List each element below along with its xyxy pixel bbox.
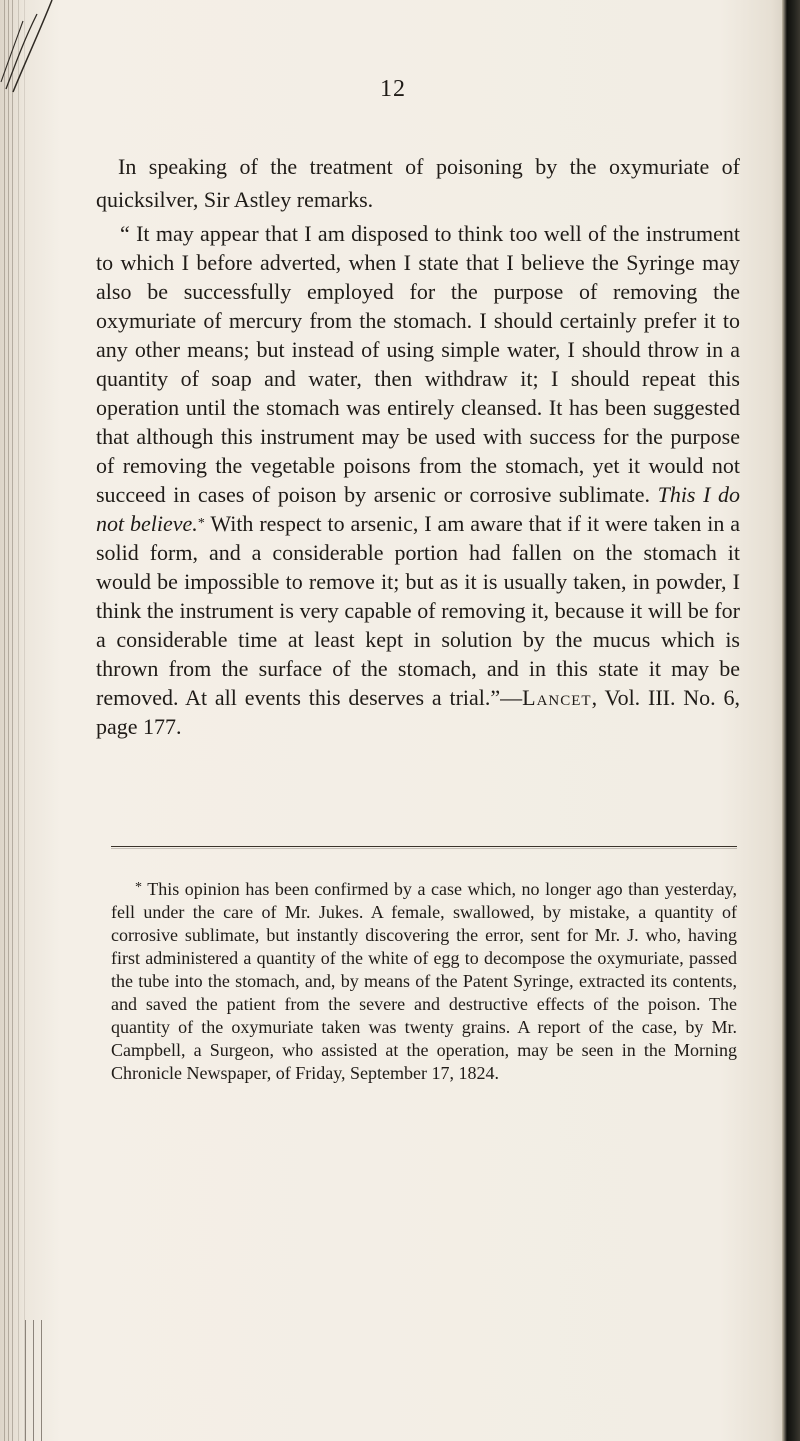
quoted-paragraph xyxy=(96,219,740,741)
footnote-marker: * xyxy=(197,516,205,531)
citation-rest: , Vol. III. No. 6, page 177. xyxy=(96,685,740,739)
italic-statement: This I do not believe. xyxy=(96,482,740,536)
intro-paragraph: In speaking of the treatment of poisoning by the oxymuriate of quicksilver, Sir Astley remarks. xyxy=(96,154,740,212)
gutter-lines xyxy=(0,0,40,1441)
page-corner-curve xyxy=(0,0,70,110)
citation-source: Lancet xyxy=(522,685,592,710)
quote-part-1: “ It may appear that I am disposed to think too well of the instrument to which I before adverted, when I state that I believe the Syringe may also be successfully employed for the purpose of removing the oxymuriate of mercury from the stomach. I should certainly prefer it to any other means; but instead of using simple water, I should throw in a quantity of soap and water, then withdraw it; I should repeat this operation until the stomach was entirely cleansed. It has been suggested that although this instrument may be used with success for the purpose of removing the vegetable poisons from the stomach, yet it would not succeed in cases of poison by arsenic or corrosive sublimate. xyxy=(96,221,740,507)
quote-part-2: With respect to arsenic, I am aware that if it were taken in a solid form, and a considerable portion had fallen on the stomach it would be impossible to remove it; but as it is usually taken, in powder, I think the instrument is very capable of removing it, because it will be for a considerable time at least kept in solution by the mucus which is thrown from the surface of the stomach, and in this state it may be removed. At all events this deserves a trial.”— xyxy=(96,511,741,710)
footnote-marker-note: * xyxy=(135,880,142,895)
footnote-text: This opinion has been confirmed by a case which, no longer ago than yesterday, fell under the care of Mr. Jukes. A female, swallowed, by mistake, a quantity of corrosive sublimate, but instantly discovering the error, sent for Mr. J. who, having first administered a quantity of the white of egg to decompose the oxymuriate, passed the tube into the stomach, and, by means of the Patent Syringe, extracted its contents, and saved the patient from the severe and destructive effects of the poison. The quantity of the oxymuriate taken was twenty grains. A report of the case, by Mr. Campbell, a Surgeon, who assisted at the operation, may be seen in the Morning Chronicle Newspaper, of Friday, September 17, 1824. xyxy=(111,879,737,1083)
bottom-gutter-lines xyxy=(25,1320,57,1441)
book-spine-edge xyxy=(782,0,800,1441)
page-number: 12 xyxy=(380,76,406,102)
footnote xyxy=(111,876,737,1085)
footnote-divider xyxy=(111,846,737,847)
